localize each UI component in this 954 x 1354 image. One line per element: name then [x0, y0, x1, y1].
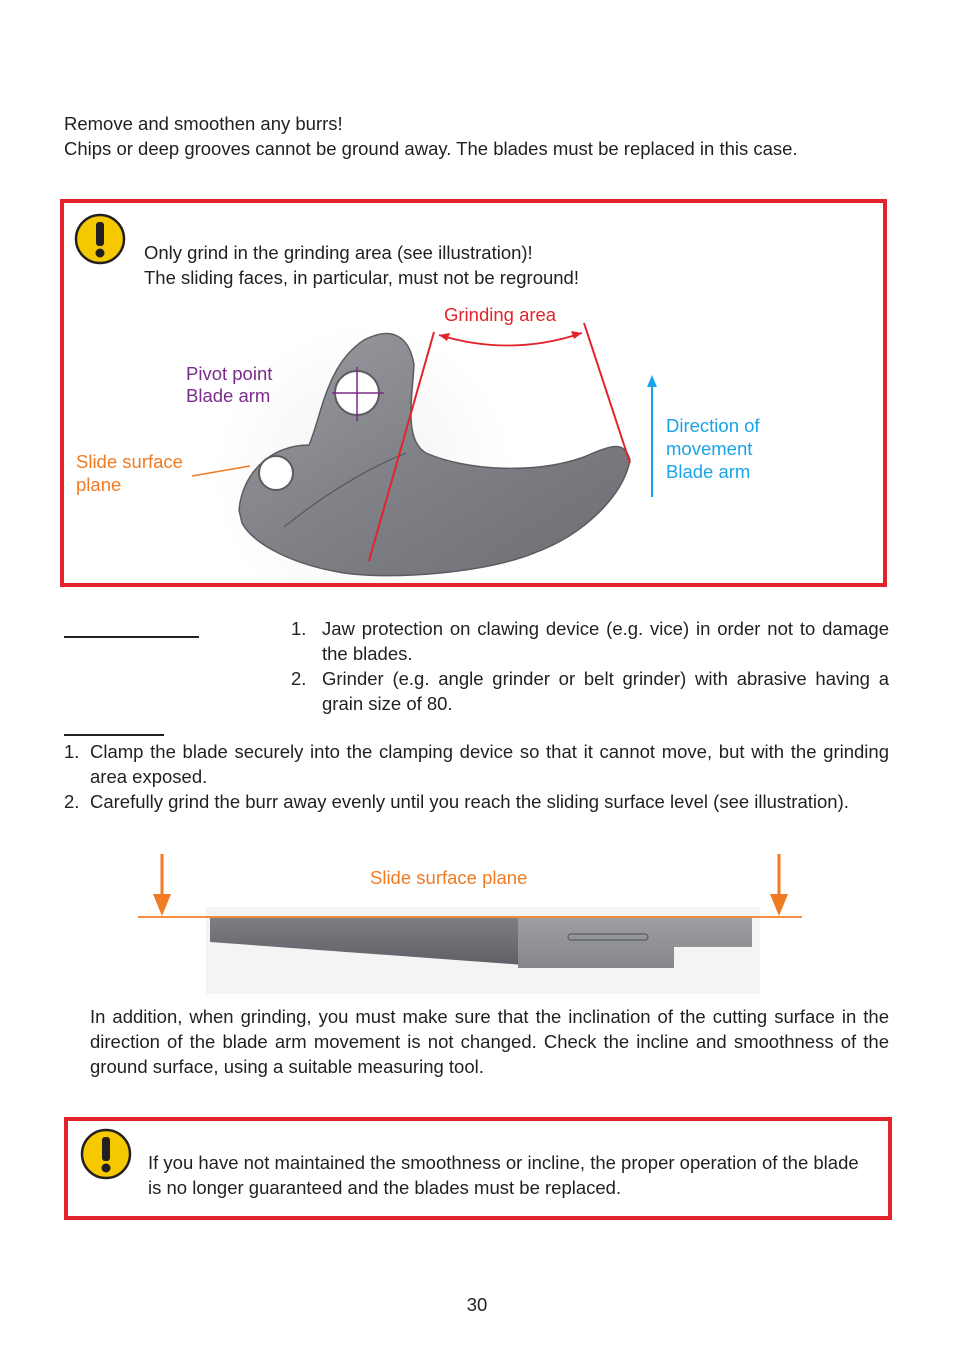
- slide-surface-plane-label: Slide surface plane: [370, 867, 528, 888]
- warning-1-text: [144, 240, 844, 290]
- grinding-arrow-left: [439, 333, 450, 341]
- list-number: 2.: [64, 791, 80, 812]
- grinding-arc: [439, 333, 582, 346]
- steps-heading-rule: [64, 734, 164, 736]
- warning-icon: [80, 1128, 132, 1180]
- blade-diagram: [64, 295, 884, 583]
- list-item-text: Clamp the blade securely into the clamping device so that it cannot move, but with the grinding area exposed.: [90, 741, 889, 787]
- list-item-text: Carefully grind the burr away evenly until you reach the sliding surface level (see illustration).: [90, 791, 849, 812]
- warning-icon: [74, 213, 126, 265]
- grinding-arrow-right: [571, 331, 582, 339]
- slide-label-line-1: Slide surface: [76, 451, 183, 472]
- direction-label: [666, 414, 760, 483]
- right-arrow-head: [770, 894, 788, 916]
- intro-text: [64, 111, 894, 161]
- direction-label-line-2: movement: [666, 438, 753, 459]
- warning-2-text: If you have not maintained the smoothness or incline, the proper operation of the blade is no longer guaranteed and the blades must be replaced.: [148, 1152, 859, 1198]
- slide-label-line-2: plane: [76, 474, 122, 495]
- pivot-label-line-1: Pivot point: [186, 363, 273, 384]
- pivot-point-label: [186, 363, 272, 407]
- list-number: 1.: [64, 741, 80, 762]
- pivot-label-line-2: Blade arm: [186, 385, 271, 406]
- list-item: [291, 616, 889, 666]
- list-item: [64, 789, 889, 814]
- grinding-line-right: [584, 323, 630, 463]
- list-item-text: Jaw protection on clawing device (e.g. vice) in order not to damage the blades.: [322, 618, 889, 664]
- grinding-area-label: Grinding area: [444, 304, 557, 325]
- list-item: [291, 666, 889, 716]
- slide-surface-label: [76, 450, 183, 496]
- list-number: 1.: [291, 618, 307, 639]
- direction-label-line-1: Direction of: [666, 415, 760, 436]
- list-item-text: Grinder (e.g. angle grinder or belt grinder) with abrasive having a grain size of 80.: [322, 668, 889, 714]
- steps-list: [64, 739, 889, 814]
- tools-list: [291, 616, 889, 716]
- list-item: [64, 739, 889, 789]
- side-view-diagram: [138, 852, 804, 994]
- direction-label-line-3: Blade arm: [666, 461, 751, 482]
- list-number: 2.: [291, 668, 307, 689]
- intro-line-1: Remove and smoothen any burrs!: [64, 113, 343, 134]
- left-arrow-head: [153, 894, 171, 916]
- warning-1-line-2: The sliding faces, in particular, must not be reground!: [144, 267, 579, 288]
- intro-line-2: Chips or deep grooves cannot be ground away. The blades must be replaced in this case.: [64, 138, 798, 159]
- addition-paragraph: In addition, when grinding, you must make sure that the inclination of the cutting surface in the direction of the blade arm movement is not changed. Check the incline and smoothness of the ground surface, using a suitable measuring tool.: [90, 1006, 889, 1077]
- slide-hole: [259, 456, 293, 490]
- warning-1-line-1: Only grind in the grinding area (see illustration)!: [144, 242, 533, 263]
- tools-heading-rule: [64, 636, 199, 638]
- page-number: 30: [466, 1294, 488, 1315]
- direction-arrow-head: [647, 375, 657, 387]
